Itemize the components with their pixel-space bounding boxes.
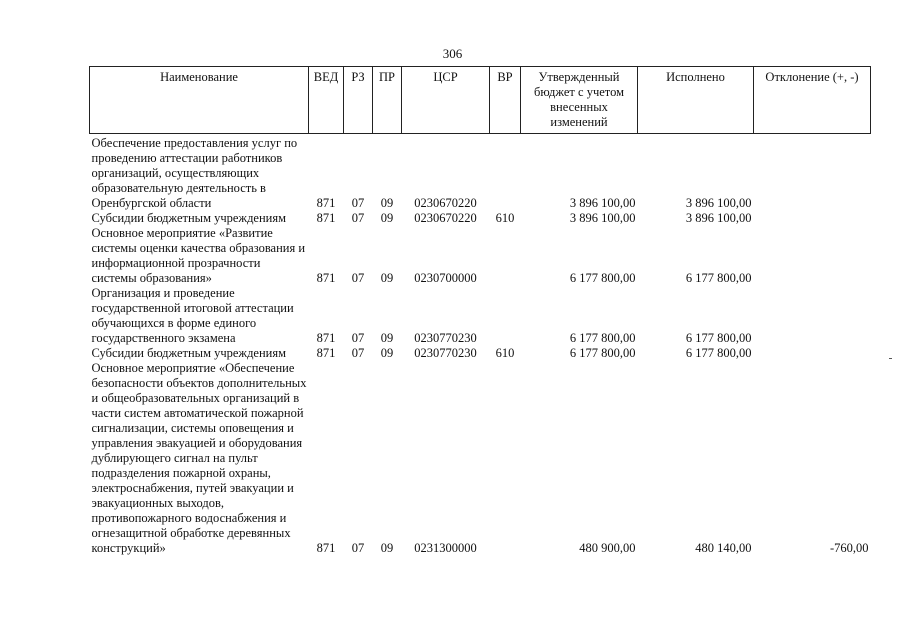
header-vr: ВР xyxy=(490,67,521,134)
row-name: Субсидии бюджетным учреждениям xyxy=(91,346,287,360)
row-name: Основное мероприятие «Обеспечение безопасности объектов дополнительных и общеобразовательных организаций в части систем автоматической пожарной сигнализации, системы оповещения и управления эвакуацией и оборудования дублирующего сигнал на пульт подразделения пожарной охраны, электроснабжения, путей эвакуации и эвакуационных выходов, противопожарного водоснабжения и огнезащитной обработкe деревянных конструкций» xyxy=(91,361,307,555)
row-vr xyxy=(490,286,521,346)
row-csr: 0230700000 xyxy=(414,271,477,285)
row-deviation xyxy=(754,286,871,346)
row-pr: 09 xyxy=(380,541,394,555)
row-ved: 871 xyxy=(316,211,336,225)
row-rz: 07 xyxy=(351,196,365,210)
row-pr: 09 xyxy=(380,211,394,225)
row-deviation xyxy=(754,136,871,211)
row-vr xyxy=(490,136,521,211)
row-name: Субсидии бюджетным учреждениям xyxy=(91,211,287,225)
row-vr: 610 xyxy=(495,211,515,225)
row-approved: 6 177 800,00 xyxy=(569,271,636,285)
row-rz: 07 xyxy=(351,541,365,555)
row-rz: 07 xyxy=(351,211,365,225)
row-name: Организация и проведение государственной итоговой аттестации обучающихся в форме единого государственного экзамена xyxy=(91,286,294,345)
row-executed: 480 140,00 xyxy=(695,541,752,555)
row-deviation xyxy=(754,226,871,286)
row-pr: 09 xyxy=(380,271,394,285)
row-csr: 0230770230 xyxy=(414,346,477,360)
scan-mark xyxy=(889,358,892,359)
table-row xyxy=(90,346,871,361)
row-approved: 6 177 800,00 xyxy=(569,346,636,360)
row-approved: 480 900,00 xyxy=(579,541,636,555)
row-pr: 09 xyxy=(380,346,394,360)
header-ved: ВЕД xyxy=(309,67,344,134)
row-pr: 09 xyxy=(380,331,394,345)
row-rz: 07 xyxy=(351,331,365,345)
row-executed: 3 896 100,00 xyxy=(685,211,752,225)
table-header-row xyxy=(90,67,871,134)
table-row xyxy=(90,286,871,346)
row-executed: 3 896 100,00 xyxy=(685,196,752,210)
row-csr: 0231300000 xyxy=(414,541,477,555)
page-number: 306 xyxy=(442,46,463,61)
header-rz: РЗ xyxy=(344,67,373,134)
row-ved: 871 xyxy=(316,346,336,360)
row-pr: 09 xyxy=(380,196,394,210)
row-csr: 0230770230 xyxy=(414,331,477,345)
row-vr xyxy=(490,226,521,286)
row-vr: 610 xyxy=(495,346,515,360)
row-approved: 3 896 100,00 xyxy=(569,196,636,210)
row-executed: 6 177 800,00 xyxy=(685,346,752,360)
header-approved: Утвержденный бюджет с учетом внесенных изменений xyxy=(521,67,638,134)
row-approved: 6 177 800,00 xyxy=(569,331,636,345)
header-name: Наименование xyxy=(90,67,309,134)
table-row xyxy=(90,211,871,226)
table-row xyxy=(90,361,871,556)
row-executed: 6 177 800,00 xyxy=(685,271,752,285)
row-ved: 871 xyxy=(316,271,336,285)
budget-table xyxy=(89,66,871,556)
table-row xyxy=(90,136,871,211)
header-executed: Исполнено xyxy=(638,67,754,134)
row-ved: 871 xyxy=(316,331,336,345)
row-deviation xyxy=(754,346,871,361)
row-approved: 3 896 100,00 xyxy=(569,211,636,225)
row-csr: 0230670220 xyxy=(414,196,477,210)
table-row xyxy=(90,226,871,286)
row-deviation xyxy=(754,211,871,226)
header-csr: ЦСР xyxy=(402,67,490,134)
row-rz: 07 xyxy=(351,346,365,360)
row-ved: 871 xyxy=(316,196,336,210)
header-pr: ПР xyxy=(373,67,402,134)
row-name: Основное мероприятие «Развитие системы оценки качества образования и информационной прозрачности системы образования» xyxy=(91,226,306,285)
row-csr: 0230670220 xyxy=(414,211,477,225)
row-rz: 07 xyxy=(351,271,365,285)
row-vr xyxy=(490,361,521,556)
row-deviation: -760,00 xyxy=(829,541,869,555)
row-executed: 6 177 800,00 xyxy=(685,331,752,345)
header-deviation: Отклонение (+, -) xyxy=(754,67,871,134)
row-name: Обеспечение предоставления услуг по проведению аттестации работников организаций, осуществляющих образовательную деятельность в Оренбургской области xyxy=(91,136,298,210)
row-ved: 871 xyxy=(316,541,336,555)
